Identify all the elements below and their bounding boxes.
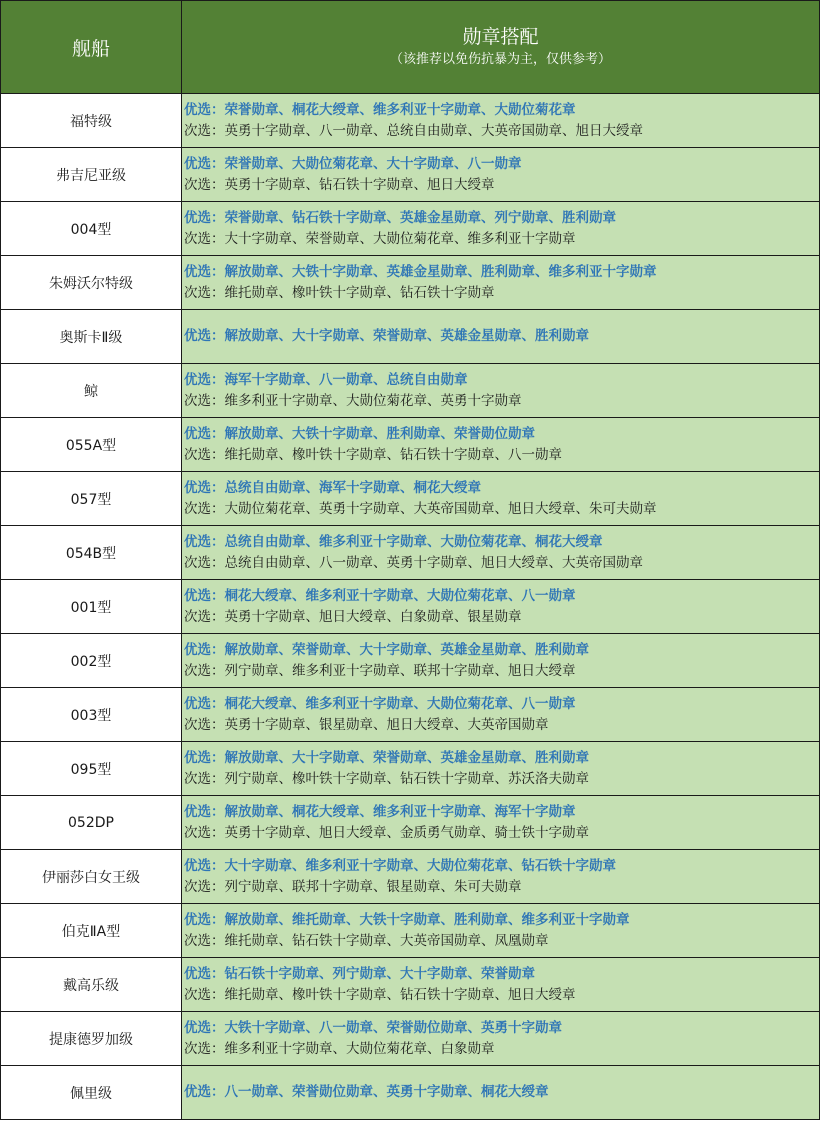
- table-row: [1, 526, 820, 580]
- medal-column-header: [182, 1, 820, 94]
- table-row: [1, 364, 820, 418]
- primary-medals: 优选：荣誉勋章、钻石铁十字勋章、英雄金星勋章、列宁勋章、胜利勋章: [184, 209, 616, 226]
- primary-medals: 优选：解放勋章、大十字勋章、荣誉勋章、英雄金星勋章、胜利勋章: [184, 328, 589, 344]
- primary-medals: 优选：桐花大绶章、维多利亚十字勋章、大勋位菊花章、八一勋章: [184, 587, 576, 604]
- table-row: [1, 256, 820, 310]
- secondary-medals: 次选：大勋位菊花章、英勇十字勋章、大英帝国勋章、旭日大绶章、朱可夫勋章: [184, 500, 657, 517]
- secondary-medals: 次选：维多利亚十字勋章、大勋位菊花章、英勇十字勋章: [184, 392, 522, 409]
- header-row: [1, 1, 820, 94]
- ship-name: 004型: [1, 202, 182, 256]
- table-row: [1, 1012, 820, 1066]
- table-row: [1, 580, 820, 634]
- table-row: [1, 958, 820, 1012]
- secondary-medals: 次选：维托勋章、橡叶铁十字勋章、钻石铁十字勋章: [184, 284, 495, 301]
- table-row: [1, 850, 820, 904]
- medal-cell: [182, 364, 820, 418]
- ship-name: 戴高乐级: [1, 958, 182, 1012]
- medal-cell: [182, 256, 820, 310]
- ship-name: 055A型: [1, 418, 182, 472]
- medal-header-title: 勋章搭配: [462, 26, 539, 48]
- ship-name: 福特级: [1, 94, 182, 148]
- medal-cell: [182, 850, 820, 904]
- primary-medals: 优选：大十字勋章、维多利亚十字勋章、大勋位菊花章、钻石铁十字勋章: [184, 857, 616, 874]
- table-row: [1, 418, 820, 472]
- primary-medals: 优选：解放勋章、维托勋章、大铁十字勋章、胜利勋章、维多利亚十字勋章: [184, 911, 630, 928]
- medal-cell: [182, 904, 820, 958]
- table-row: [1, 634, 820, 688]
- medal-cell: [182, 1066, 820, 1120]
- primary-medals: 优选：大铁十字勋章、八一勋章、荣誉勋位勋章、英勇十字勋章: [184, 1019, 562, 1036]
- ship-name: 朱姆沃尔特级: [1, 256, 182, 310]
- table-row: [1, 310, 820, 364]
- primary-medals: 优选：解放勋章、大十字勋章、荣誉勋章、英雄金星勋章、胜利勋章: [184, 749, 589, 766]
- primary-medals: 优选：荣誉勋章、桐花大绶章、维多利亚十字勋章、大勋位菊花章: [184, 101, 576, 118]
- secondary-medals: 次选：总统自由勋章、八一勋章、英勇十字勋章、旭日大绶章、大英帝国勋章: [184, 554, 643, 571]
- table-row: [1, 688, 820, 742]
- ship-name: 095型: [1, 742, 182, 796]
- ship-name: 鲸: [1, 364, 182, 418]
- secondary-medals: 次选：英勇十字勋章、银星勋章、旭日大绶章、大英帝国勋章: [184, 716, 549, 733]
- table-row: [1, 796, 820, 850]
- secondary-medals: 次选：列宁勋章、橡叶铁十字勋章、钻石铁十字勋章、苏沃洛夫勋章: [184, 770, 589, 787]
- table-row: [1, 148, 820, 202]
- ship-name: 佩里级: [1, 1066, 182, 1120]
- medal-cell: [182, 526, 820, 580]
- ship-name: 弗吉尼亚级: [1, 148, 182, 202]
- primary-medals: 优选：解放勋章、大铁十字勋章、胜利勋章、荣誉勋位勋章: [184, 425, 535, 442]
- medal-cell: [182, 310, 820, 364]
- primary-medals: 优选：桐花大绶章、维多利亚十字勋章、大勋位菊花章、八一勋章: [184, 695, 576, 712]
- ship-name: 052DP: [1, 796, 182, 850]
- primary-medals: 优选：解放勋章、大铁十字勋章、英雄金星勋章、胜利勋章、维多利亚十字勋章: [184, 263, 657, 280]
- medal-cell: [182, 796, 820, 850]
- medal-cell: [182, 472, 820, 526]
- secondary-medals: 次选：英勇十字勋章、钻石铁十字勋章、旭日大绶章: [184, 176, 495, 193]
- medal-cell: [182, 688, 820, 742]
- medal-cell: [182, 958, 820, 1012]
- ship-name: 伊丽莎白女王级: [1, 850, 182, 904]
- table-row: [1, 202, 820, 256]
- ship-name: 伯克ⅡA型: [1, 904, 182, 958]
- primary-medals: 优选：荣誉勋章、大勋位菊花章、大十字勋章、八一勋章: [184, 155, 522, 172]
- ship-column-header: 舰船: [1, 1, 182, 94]
- ship-name: 提康德罗加级: [1, 1012, 182, 1066]
- primary-medals: 优选：总统自由勋章、海军十字勋章、桐花大绶章: [184, 479, 481, 496]
- primary-medals: 优选：解放勋章、荣誉勋章、大十字勋章、英雄金星勋章、胜利勋章: [184, 641, 589, 658]
- primary-medals: 优选：海军十字勋章、八一勋章、总统自由勋章: [184, 371, 468, 388]
- primary-medals: 优选：总统自由勋章、维多利亚十字勋章、大勋位菊花章、桐花大绶章: [184, 533, 603, 550]
- table-row: [1, 904, 820, 958]
- medal-cell: [182, 148, 820, 202]
- ship-name: 054B型: [1, 526, 182, 580]
- secondary-medals: 次选：维托勋章、钻石铁十字勋章、大英帝国勋章、凤凰勋章: [184, 932, 549, 949]
- secondary-medals: 次选：列宁勋章、联邦十字勋章、银星勋章、朱可夫勋章: [184, 878, 522, 895]
- ship-name: 奥斯卡Ⅱ级: [1, 310, 182, 364]
- medal-cell: [182, 94, 820, 148]
- primary-medals: 优选：解放勋章、桐花大绶章、维多利亚十字勋章、海军十字勋章: [184, 803, 576, 820]
- medal-cell: [182, 202, 820, 256]
- medal-cell: [182, 742, 820, 796]
- secondary-medals: 次选：大十字勋章、荣誉勋章、大勋位菊花章、维多利亚十字勋章: [184, 230, 576, 247]
- secondary-medals: 次选：英勇十字勋章、旭日大绶章、金质勇气勋章、骑士铁十字勋章: [184, 824, 589, 841]
- medal-header-note: （该推荐以免伤抗暴为主，仅供参考）: [389, 52, 611, 67]
- ship-name: 001型: [1, 580, 182, 634]
- ship-name: 002型: [1, 634, 182, 688]
- secondary-medals: 次选：英勇十字勋章、八一勋章、总统自由勋章、大英帝国勋章、旭日大绶章: [184, 122, 643, 139]
- ship-name: 057型: [1, 472, 182, 526]
- primary-medals: 优选：八一勋章、荣誉勋位勋章、英勇十字勋章、桐花大绶章: [184, 1084, 549, 1100]
- primary-medals: 优选：钻石铁十字勋章、列宁勋章、大十字勋章、荣誉勋章: [184, 965, 535, 982]
- secondary-medals: 次选：维托勋章、橡叶铁十字勋章、钻石铁十字勋章、旭日大绶章: [184, 986, 576, 1003]
- medal-cell: [182, 580, 820, 634]
- secondary-medals: 次选：维托勋章、橡叶铁十字勋章、钻石铁十字勋章、八一勋章: [184, 446, 562, 463]
- table-row: [1, 1066, 820, 1120]
- medal-cell: [182, 1012, 820, 1066]
- secondary-medals: 次选：列宁勋章、维多利亚十字勋章、联邦十字勋章、旭日大绶章: [184, 662, 576, 679]
- secondary-medals: 次选：维多利亚十字勋章、大勋位菊花章、白象勋章: [184, 1040, 495, 1057]
- table-row: [1, 742, 820, 796]
- table-row: [1, 472, 820, 526]
- ship-name: 003型: [1, 688, 182, 742]
- secondary-medals: 次选：英勇十字勋章、旭日大绶章、白象勋章、银星勋章: [184, 608, 522, 625]
- medal-cell: [182, 634, 820, 688]
- medal-cell: [182, 418, 820, 472]
- table-row: [1, 94, 820, 148]
